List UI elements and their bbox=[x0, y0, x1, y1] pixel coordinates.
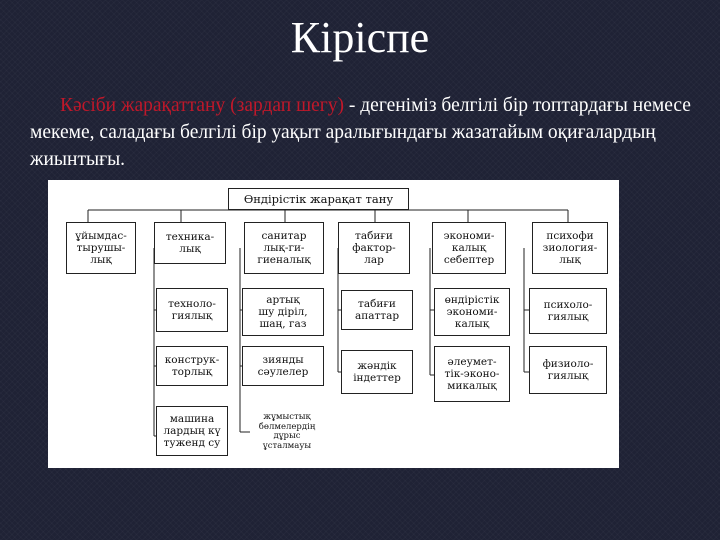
box-psychological: психоло- гиялық bbox=[529, 288, 607, 334]
box-industrial-economic: өндірістік экономи- калық bbox=[434, 288, 510, 336]
box-technological: техноло- гиялық bbox=[156, 288, 228, 332]
box-machine-maintenance: машина лардың кү туженд су bbox=[156, 406, 228, 456]
box-technical: техника- лық bbox=[154, 222, 226, 264]
box-socio-economic: әлеумет- тік-эконо- микалық bbox=[434, 346, 510, 402]
intro-definition: - дегеніміз белгілі бір топтардағы немесе мекеме, саладағы белгілі бір уақыт аралығындағы жазатайым оқиғалардың жиынтығы. bbox=[30, 95, 691, 170]
box-workroom-maintenance: жұмыстық бөлмелердің дұрыс ұсталмауы bbox=[250, 410, 324, 454]
box-natural-factors: табиғи фактор- лар bbox=[338, 222, 410, 274]
box-psychophysiological: психофи зиология- лық bbox=[532, 222, 608, 274]
box-natural-disasters: табиғи апаттар bbox=[341, 290, 413, 330]
box-constructive: конструк- торлық bbox=[156, 346, 228, 386]
box-physiological: физиоло- гиялық bbox=[529, 346, 607, 394]
intro-paragraph bbox=[30, 92, 700, 173]
root-box: Өндірістік жарақат тану bbox=[228, 188, 409, 210]
slide-title: Кіріспе bbox=[290, 13, 430, 62]
box-epidemics: жәндік індеттер bbox=[341, 350, 413, 394]
box-harmful-radiation: зиянды сәулелер bbox=[242, 346, 324, 386]
box-organizational: ұйымдас- тырушы- лық bbox=[66, 222, 136, 274]
box-sanitary-hygienic: санитар лық-ги- гиеналық bbox=[244, 222, 324, 274]
intro-term: Кәсіби жарақаттану (зардап шегу) bbox=[60, 95, 345, 116]
box-economic-causes: экономи- калық себептер bbox=[432, 222, 506, 274]
box-noise-vibration-dust-gas: артық шу діріл, шаң, газ bbox=[242, 288, 324, 336]
injury-classification-diagram bbox=[48, 180, 619, 468]
